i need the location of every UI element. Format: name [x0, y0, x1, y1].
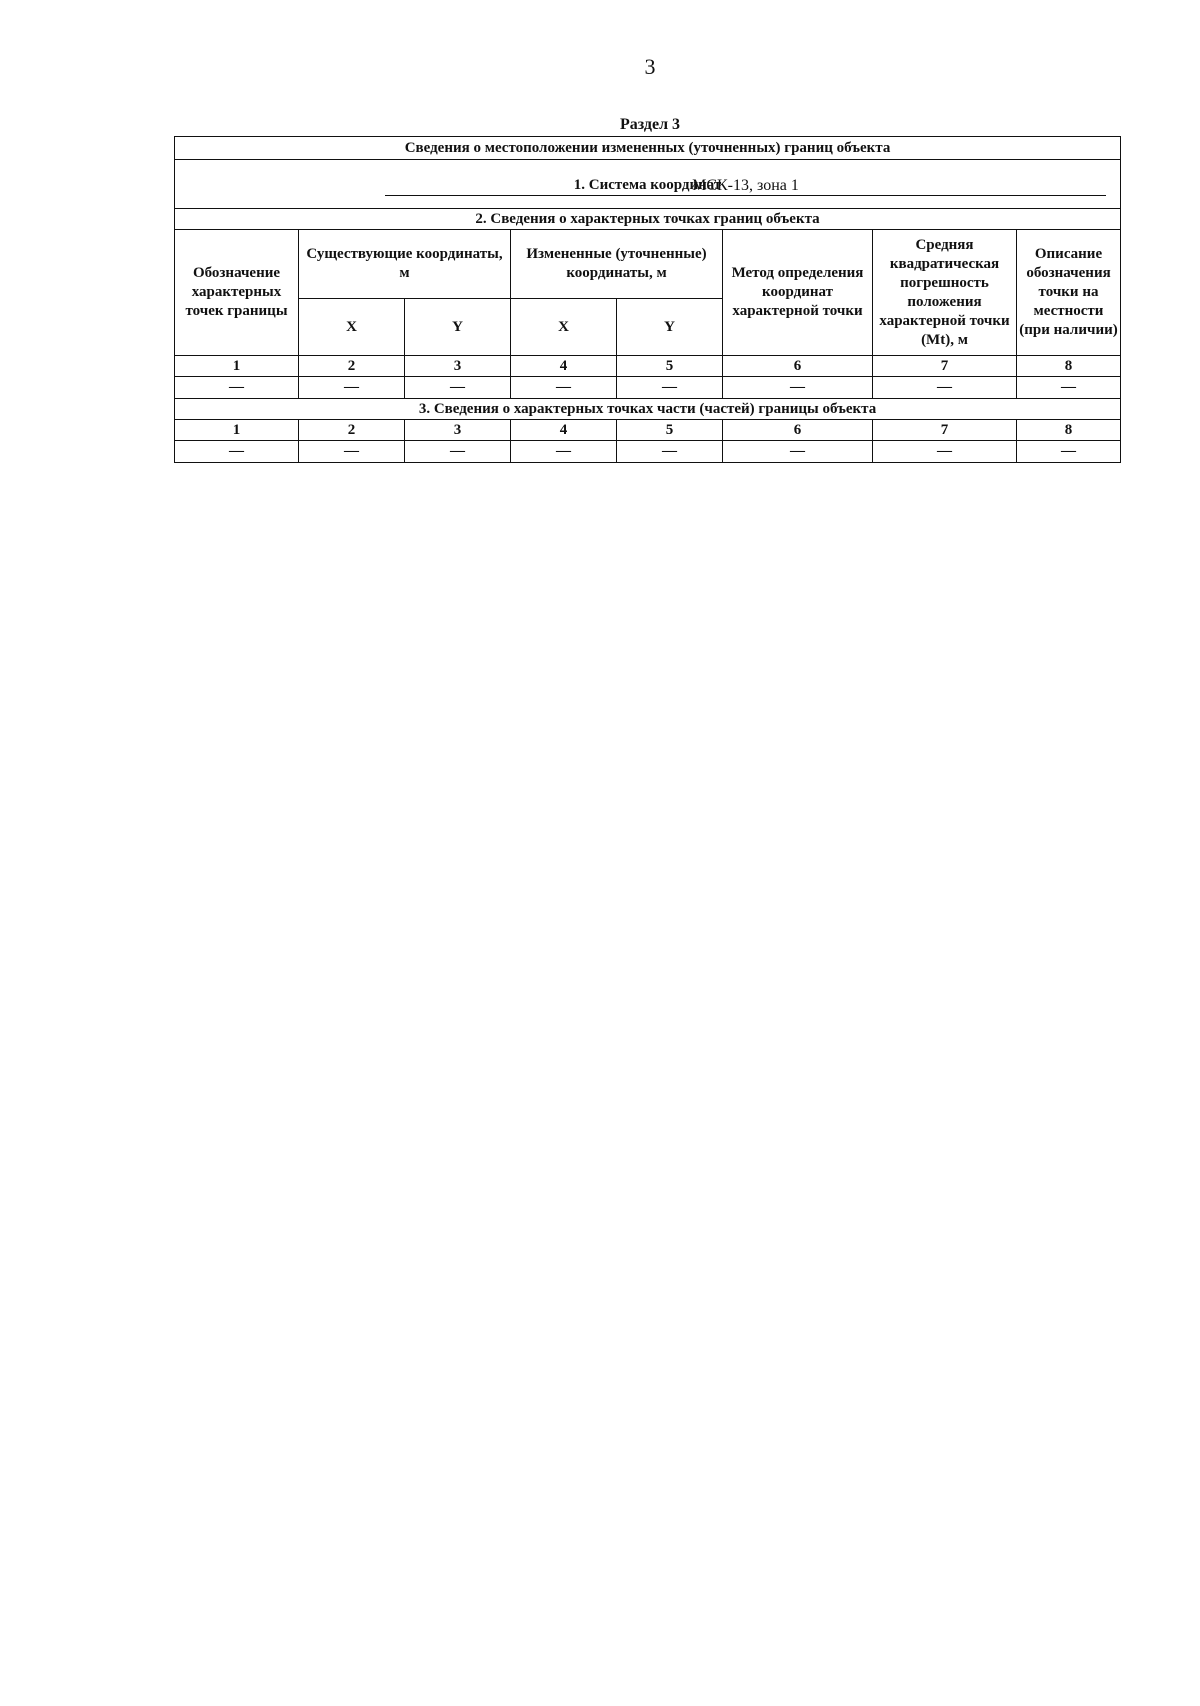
header-method: Метод определения координат характерной точки: [723, 230, 873, 356]
boundary-info-table: [174, 136, 1121, 463]
table-cell: —: [299, 441, 405, 463]
table-cell: —: [511, 441, 617, 463]
column-number: 6: [723, 356, 873, 377]
coordinate-system-label: 1. Система координат: [573, 176, 722, 193]
column-number: 7: [873, 356, 1017, 377]
column-number: 2: [299, 356, 405, 377]
table-cell: —: [873, 377, 1017, 399]
table-cell: —: [723, 441, 873, 463]
header-existing-coords: Существующие координаты, м: [299, 230, 511, 299]
column-number: 5: [617, 356, 723, 377]
table-cell: —: [299, 377, 405, 399]
header-existing-x: X: [299, 299, 405, 356]
column-number: 5: [617, 420, 723, 441]
header-changed-y: Y: [617, 299, 723, 356]
column-number: 3: [405, 356, 511, 377]
table-cell: —: [723, 377, 873, 399]
column-numbers-row: [175, 356, 1121, 377]
coordinate-system-value: МСК-13, зона 1: [385, 176, 1106, 196]
table-cell: —: [405, 441, 511, 463]
header-mean-error: Средняя квадратическая погрешность положения характерной точки (Mt), м: [873, 230, 1017, 356]
header-existing-y: Y: [405, 299, 511, 356]
table-row: [175, 377, 1121, 399]
column-number: 3: [405, 420, 511, 441]
table-title: Сведения о местоположении измененных (уточненных) границ объекта: [175, 137, 1121, 160]
column-number: 6: [723, 420, 873, 441]
header-changed-x: X: [511, 299, 617, 356]
column-number: 7: [873, 420, 1017, 441]
header-designation: Обозначение характерных точек границы: [175, 230, 299, 356]
column-number: 8: [1017, 356, 1121, 377]
header-changed-coords: Измененные (уточненные) координаты, м: [511, 230, 723, 299]
table-cell: —: [1017, 377, 1121, 399]
table-cell: —: [617, 441, 723, 463]
column-number: 4: [511, 420, 617, 441]
page-number: 3: [644, 54, 656, 79]
table-cell: —: [873, 441, 1017, 463]
table-cell: —: [175, 377, 299, 399]
column-number: 2: [299, 420, 405, 441]
coordinate-system-cell: [175, 160, 1121, 209]
section-heading: Раздел 3: [619, 116, 681, 133]
table-cell: —: [405, 377, 511, 399]
table-cell: —: [175, 441, 299, 463]
subsection-3-title: 3. Сведения о характерных точках части (частей) границы объекта: [175, 399, 1121, 420]
column-number: 8: [1017, 420, 1121, 441]
column-number: 4: [511, 356, 617, 377]
table-cell: —: [511, 377, 617, 399]
header-description: Описание обозначения точки на местности (при наличии): [1017, 230, 1121, 356]
column-number: 1: [175, 420, 299, 441]
column-numbers-row: [175, 420, 1121, 441]
table-cell: —: [1017, 441, 1121, 463]
table-row: [175, 441, 1121, 463]
column-number: 1: [175, 356, 299, 377]
subsection-2-title: 2. Сведения о характерных точках границ объекта: [175, 209, 1121, 230]
table-cell: —: [617, 377, 723, 399]
